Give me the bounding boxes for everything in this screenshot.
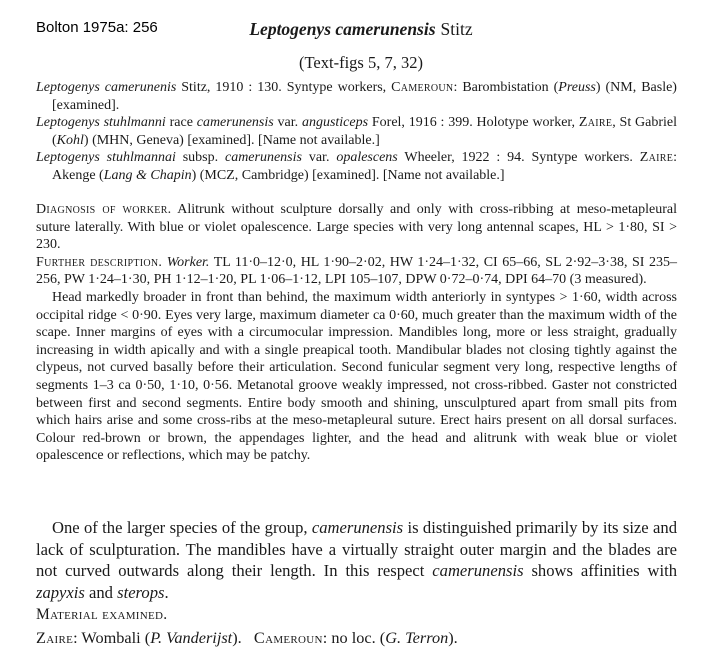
- further-description-label: Further description.: [36, 254, 163, 270]
- collector-name: P. Vanderijst: [150, 628, 233, 647]
- country-name: Cameroun: [391, 80, 454, 95]
- taxon-name: camerunensis: [432, 561, 524, 581]
- rank-text: var.: [301, 150, 337, 166]
- country-name: Zaire: [36, 628, 74, 647]
- citation-text: Wheeler, 1922 : 94. Syntype workers.: [397, 150, 640, 166]
- locality-text: ).: [448, 628, 458, 647]
- taxon-name: angusticeps: [301, 115, 369, 131]
- taxon-name: opalescens: [336, 150, 398, 166]
- repository-text: ) (NM, Basle) [examined].: [52, 80, 677, 113]
- collector-name: Lang & Chapin: [103, 167, 192, 183]
- taxon-name: camerunensis: [196, 115, 274, 131]
- synonymy-entry: [36, 79, 677, 114]
- citation-text: Forel, 1916 : 399. Holotype worker,: [368, 115, 579, 131]
- source-citation-label: Bolton 1975a: 256: [36, 19, 158, 36]
- diagnosis-paragraph: [36, 201, 677, 254]
- taxon-name: camerunensis: [311, 518, 404, 537]
- synonymy-entry: [36, 114, 677, 149]
- discussion-text: shows affinities with: [523, 561, 678, 581]
- country-name: Cameroun: [253, 628, 323, 647]
- caste-label: Worker.: [166, 254, 210, 270]
- taxon-name: Leptogenys camerunenis: [36, 80, 177, 95]
- text-figs-reference: (Text-figs 5, 7, 32): [299, 53, 423, 72]
- discussion-text: is distinguished primarily by its size and lack of sculpturation. The mandibles have a virtually straight outer margin and the blades are not curved outwards along their length. In this respect: [36, 518, 677, 581]
- synonymy-entry: [36, 149, 677, 184]
- taxon-name: Leptogenys stuhlmanni: [36, 115, 166, 131]
- taxon-name: sterops: [117, 582, 165, 602]
- locality-text: : Wombali (: [73, 628, 151, 647]
- locality-text: : Akenge (: [52, 150, 677, 183]
- material-examined-list: [36, 628, 458, 648]
- collector-name: G. Terron: [385, 628, 449, 647]
- species-name: Leptogenys camerunensis: [249, 19, 436, 39]
- locality-text: : no loc. (: [322, 628, 386, 647]
- locality-text: , St Gabriel (: [52, 115, 678, 148]
- species-author: Stitz: [440, 19, 473, 39]
- taxon-name: Leptogenys stuhlmannai: [36, 150, 176, 166]
- diagnosis-label: Diagnosis of worker.: [36, 202, 172, 217]
- discussion-text: and: [84, 582, 118, 602]
- citation-text: Stitz, 1910 : 130. Syntype workers,: [176, 80, 392, 95]
- rank-text: var.: [273, 115, 302, 131]
- locality-text: ).: [232, 628, 254, 647]
- country-name: Zaire: [639, 150, 674, 166]
- synonymy-list: [36, 79, 677, 185]
- description-section: [36, 201, 677, 465]
- country-name: Zaire: [578, 115, 613, 131]
- discussion-text: One of the larger species of the group,: [52, 518, 312, 537]
- repository-text: ) (MCZ, Cambridge) [examined]. [Name not available.]: [191, 167, 505, 183]
- measurements-paragraph: [36, 254, 677, 289]
- morphology-paragraph: Head markedly broader in front than behind, the maximum width anteriorly in syntypes > 1·60, width across occipital ridge < 0·90. Eyes very large, maximum diameter ca 0·60, much greater than the maximum width of the scape. Inner margins of eyes with a circumocular impression. Mandibles long, more or less straight, gradually increasing in width apically and with a single preapical tooth. Mandibular blades not closing tightly against the clypeus, not curved basally before their articulation. Second funicular segment very long, respective lengths of segments 1–3 ca 0·50, 1·10, 0·56. Metanotal groove weakly impressed, not cross-ribbed. Gaster not constricted between first and second segments. Entire body smooth and shining, unsculptured apart from small pits from which hairs arise and some cross-ribs at the meso-metapleural suture. Erect hairs present on all dorsal surfaces. Colour red-brown or brown, the appendages lighter, and the head and alitrunk with weak blue or violet opalescence or reflections, which may be patchy.: [36, 289, 677, 464]
- repository-text: ) (MHN, Geneva) [examined]. [Name not available.]: [83, 132, 380, 148]
- species-title: [0, 19, 722, 40]
- diagnosis-text: Alitrunk without sculpture dorsally and only with cross-ribbing at meso-metapleural suture laterally. With blue or violet opalescence. Large species with very long antennal scapes, HL > 1·80, SI > 230.: [36, 202, 677, 253]
- collector-name: Kohl: [56, 132, 84, 148]
- discussion-paragraph: [36, 517, 677, 603]
- locality-text: : Barombistation (: [453, 80, 559, 95]
- rank-text: race: [165, 115, 197, 131]
- measurements-text: TL 11·0–12·0, HL 1·90–2·02, HW 1·24–1·32, CI 65–66, SL 2·92–3·38, SI 235–256, PW 1·24–1·30, PH 1·12–1·20, PL 1·06–1·12, LPI 105–107, DPW 0·72–0·74, DPI 64–70 (3 measured).: [36, 254, 677, 288]
- collector-name: Preuss: [558, 80, 596, 95]
- taxon-name: zapyxis: [36, 582, 85, 602]
- rank-text: subsp.: [175, 150, 225, 166]
- taxon-name: camerunensis: [224, 150, 302, 166]
- material-examined-heading: Material examined.: [36, 606, 168, 623]
- discussion-text: .: [164, 582, 169, 602]
